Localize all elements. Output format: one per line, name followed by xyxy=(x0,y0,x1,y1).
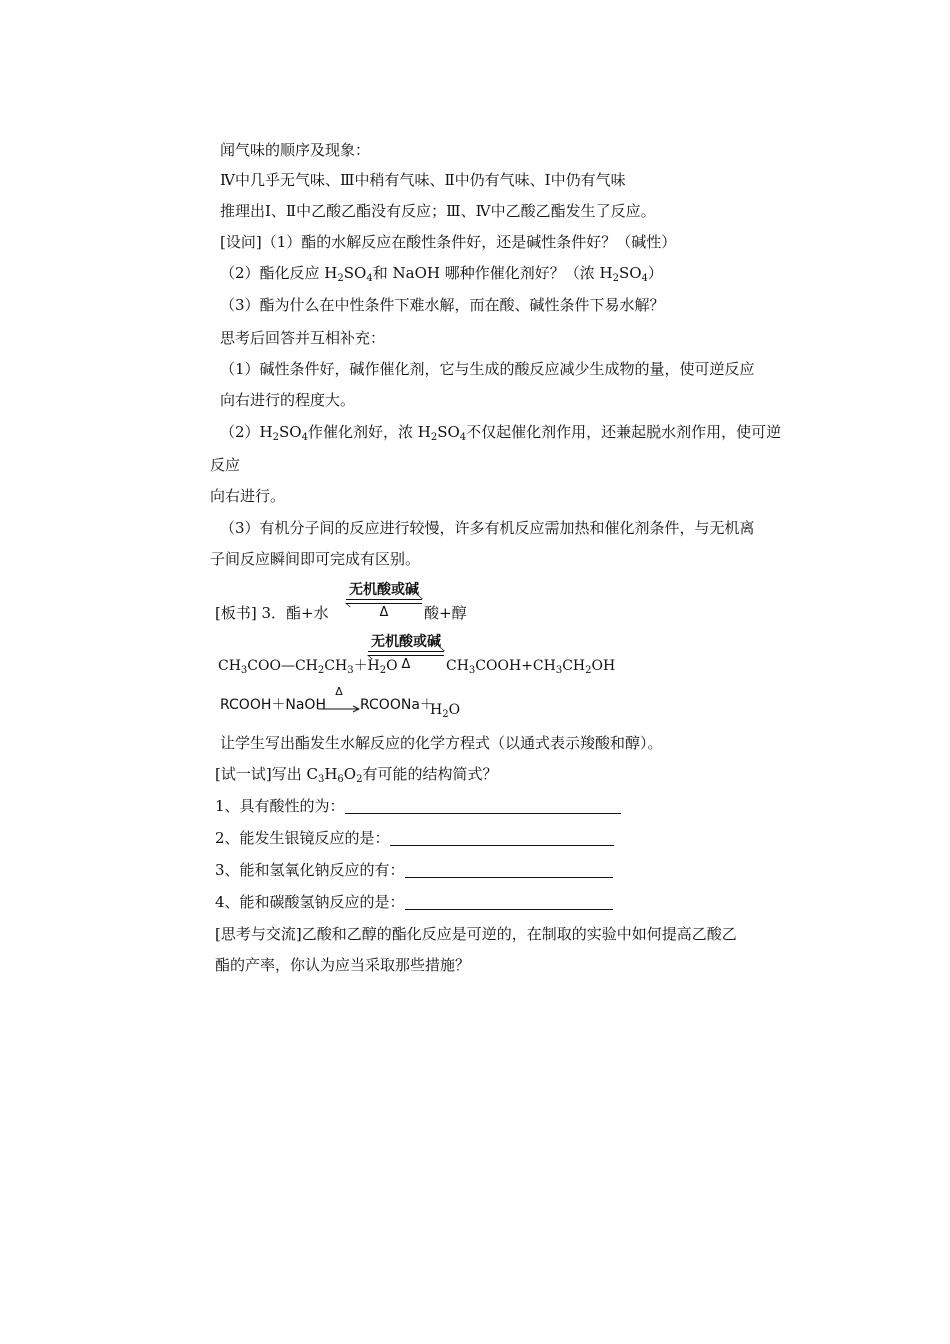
question-label: 4、能和碳酸氢钠反应的是： xyxy=(215,893,405,911)
subscript: 2 xyxy=(442,709,449,720)
subscript: 2 xyxy=(317,665,325,676)
subscript: 2 xyxy=(612,273,619,284)
text-segment: CH xyxy=(562,658,586,674)
subscript: 6 xyxy=(337,774,344,785)
subscript: 2 xyxy=(356,774,363,785)
question-label: 1、具有酸性的为： xyxy=(215,797,345,815)
equation-neutralization xyxy=(220,695,326,715)
answer-blank[interactable] xyxy=(390,829,614,846)
arrow-condition-top: 无机酸或碱 xyxy=(349,582,419,598)
answer-blank[interactable] xyxy=(405,893,613,910)
reversible-arrow xyxy=(346,582,422,620)
text-segment: O xyxy=(343,765,357,783)
text-segment: SO xyxy=(437,423,460,441)
text-segment: SO xyxy=(279,423,302,441)
text-line: （3）有机分子间的反应进行较慢，许多有机反应需加热和催化剂条件，与无机离 xyxy=(220,519,755,537)
text-segment: OH xyxy=(591,658,616,674)
text-segment: ） xyxy=(647,264,663,282)
text-segment: O xyxy=(448,702,461,718)
subscript: 4 xyxy=(301,432,308,443)
subscript: 2 xyxy=(430,432,438,443)
text-line: 让学生写出酯发生水解反应的化学方程式（以通式表示羧酸和醇）。 xyxy=(220,734,663,752)
text-line: 酯的产率，你认为应当采取那些措施？ xyxy=(215,956,471,974)
text-line: 推理出Ⅰ、Ⅱ中乙酸乙酯没有反应；Ⅲ、Ⅳ中乙酸乙酯发生了反应。 xyxy=(220,202,656,220)
equation-product: 酸+醇 xyxy=(424,604,467,622)
question-label: 3、能和氢氧化钠反应的有： xyxy=(215,861,405,879)
question-2 xyxy=(215,828,614,848)
text-line: 反应 xyxy=(210,456,241,474)
text-segment: CH xyxy=(324,658,348,674)
text-line: 闻气味的顺序及现象： xyxy=(220,141,371,159)
subscript: 3 xyxy=(555,665,563,676)
text-line xyxy=(215,764,498,790)
arrow-condition-bottom: Δ xyxy=(379,605,389,620)
text-segment: H xyxy=(430,702,443,718)
question-3 xyxy=(215,860,613,880)
equilibrium-arrow-icon xyxy=(346,599,422,605)
reversible-arrow xyxy=(368,634,444,672)
subscript: 4 xyxy=(459,432,467,443)
text-segment: SO xyxy=(343,264,367,282)
subscript: 4 xyxy=(366,273,373,284)
question-4 xyxy=(215,892,613,912)
text-segment: [试一试]写出 C xyxy=(215,765,318,783)
text-line: 子间反应瞬间即可完成有区别。 xyxy=(210,550,421,568)
text-line: [设问]（1）酯的水解反应在酸性条件好，还是碱性条件好？（碱性） xyxy=(220,233,677,251)
text-segment: O xyxy=(386,658,398,674)
arrow-condition: Δ xyxy=(335,685,343,698)
equation-water xyxy=(430,700,460,725)
subscript: 2 xyxy=(379,665,387,676)
text-line xyxy=(220,422,781,448)
text-segment: CH xyxy=(446,658,469,674)
subscript: 2 xyxy=(585,665,592,676)
subscript: 3 xyxy=(240,665,248,676)
text-line: （3）酯为什么在中性条件下难水解，而在酸、碱性条件下易水解？ xyxy=(220,296,665,314)
text-segment: 不仅起催化剂作用，还兼起脱水剂作用，使可逆 xyxy=(466,423,782,441)
text-line: Ⅳ中几乎无气味、Ⅲ中稍有气味、Ⅱ中仍有气味、Ⅰ中仍有气味 xyxy=(220,171,626,189)
text-segment: COO—CH xyxy=(247,658,318,674)
text-line: 向右进行的程度大。 xyxy=(220,391,356,409)
text-line: [思考与交流]乙酸和乙醇的酯化反应是可逆的，在制取的实验中如何提高乙酸乙 xyxy=(215,925,737,943)
equilibrium-arrow-icon xyxy=(368,651,444,657)
subscript: 4 xyxy=(641,273,648,284)
text-segment: （2）H xyxy=(220,423,273,441)
text-segment: 有可能的结构简式？ xyxy=(362,765,498,783)
text-segment: 和 NaOH 哪种作催化剂好？（浓 H xyxy=(372,264,613,282)
subscript: 3 xyxy=(317,774,325,785)
board-equation-label: [板书] 3．酯+水 xyxy=(215,604,329,622)
subscript: 3 xyxy=(347,665,354,676)
text-line: 向右进行。 xyxy=(210,487,286,505)
subscript: 2 xyxy=(337,273,344,284)
text-line xyxy=(220,263,663,289)
text-segment: SO xyxy=(618,264,642,282)
question-1 xyxy=(215,796,621,816)
text-segment: RCOOH＋NaOH xyxy=(220,697,326,713)
text-segment: CH xyxy=(218,658,241,674)
equation-products xyxy=(446,656,615,681)
text-segment: H xyxy=(324,765,338,783)
answer-blank[interactable] xyxy=(345,797,621,814)
text-segment: 作催化剂好，浓 H xyxy=(307,423,431,441)
text-line: 思考后回答并互相补充： xyxy=(220,329,386,347)
equation-product: RCOONa＋ xyxy=(360,697,434,713)
right-arrow-icon xyxy=(318,705,360,713)
text-line: （1）碱性条件好，碱作催化剂，它与生成的酸反应减少生成物的量，使可逆反应 xyxy=(220,360,755,378)
text-segment: （2）酯化反应 H xyxy=(220,264,338,282)
question-label: 2、能发生银镜反应的是： xyxy=(215,829,390,847)
answer-blank[interactable] xyxy=(405,861,613,878)
arrow-condition-bottom: Δ xyxy=(401,657,411,672)
text-segment: COOH+CH xyxy=(475,658,556,674)
text-segment: ＋H xyxy=(353,658,380,674)
arrow-condition-top: 无机酸或碱 xyxy=(371,634,441,650)
subscript: 2 xyxy=(272,432,279,443)
reaction-arrow xyxy=(318,686,360,717)
subscript: 3 xyxy=(468,665,476,676)
